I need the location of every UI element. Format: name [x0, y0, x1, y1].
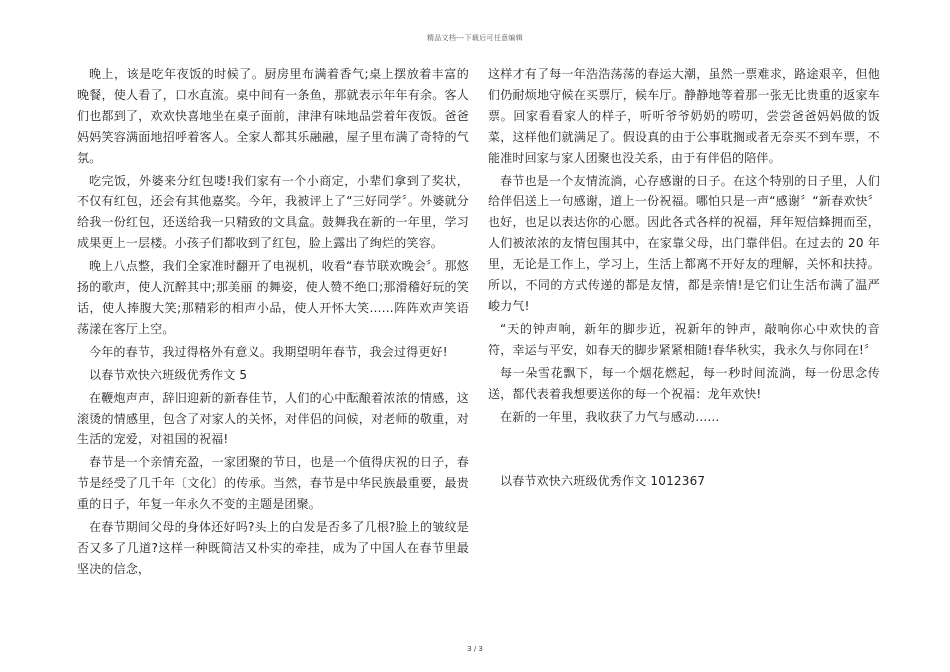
paragraph: 晚上八点整，我们全家准时翻开了电视机，收看“春节联欢晚会〞。那悠扬的歌声，使人沉醉其中;那美丽 的舞姿，使人赞不绝口;那滑稽好玩的笑话，使人捧腹大笑;那精彩的相声小品，使人开怀大笑……阵阵欢声笑语荡漾在客厅上空。: [77, 259, 469, 336]
paragraph: 春节是一个亲情充盈，一家团聚的节日，也是一个值得庆祝的日子，春节是经受了几千年〔文化〕的传承。当然，春节是中华民族最重要，最贵重的日子，年复一年永久不变的主题是团聚。: [77, 455, 469, 512]
page-number: 3 / 3: [467, 645, 483, 653]
quote-paragraph: “天的钟声响，新年的脚步近，祝新年的钟声，敲响你心中欢快的音符，幸运与平安，如春天的脚步紧紧相随!春华秋实，我永久与你同在!〞: [488, 321, 880, 357]
paragraph: 在新的一年里，我收获了力气与感动……: [500, 409, 720, 424]
paragraph: 今年的春节，我过得格外有意义。我期望明年春节，我会过得更好!: [89, 344, 448, 359]
left-column: [77, 64, 469, 580]
right-column: [488, 64, 880, 492]
paragraph: 在春节期间父母的身体还好吗?头上的白发是否多了几根?脸上的皱纹是否又多了几道?这样一种既简洁又朴实的牵挂，成为了中国人在春节里最坚决的信念，: [77, 520, 469, 576]
paragraph: 吃完饭，外婆来分红包喽!我们家有一个小商定，小辈们拿到了奖状，不仅有红包，还会有其他嘉奖。今年，我被评上了“三好同学〞。外婆就分给我一份红包，还送给我一只精致的文具盒。鼓舞我在新的一年里，学习成果更上一层楼。小孩子们都收到了红包，脸上露出了绚烂的笑容。: [77, 173, 469, 251]
essay-heading: 以春节欢快六班级优秀作文 5: [89, 367, 248, 382]
paragraph: 春节也是一个友情流淌，心存感谢的日子。在这个特别的日子里，人们给伴侣送上一句感谢，道上一份祝福。哪怕只是一声“感谢〞“新春欢快〞也好，也足以表达你的心愿。因此各式各样的祝福，拜年短信蜂拥而至，人们被浓浓的友情包围其中，在家靠父母，出门靠伴侣。在过去的 20 年里，无论是工作上，学习上，生活上都离不开好友的理解，关怀和扶持。所以，不同的方式传递的都是友情，都是亲情!是它们让生活布满了温严峻力气!: [488, 173, 880, 313]
essay-heading: 以春节欢快六班级优秀作文 1012367: [500, 474, 706, 489]
paragraph: 在鞭炮声声，辞旧迎新的新春佳节，人们的心中酝酿着浓浓的情感，这滚烫的情感里，包含了对家人的关怀，对伴侣的问候，对老师的敬重，对生活的宠爱，对祖国的祝福!: [77, 390, 469, 447]
paragraph: 晚上，该是吃年夜饭的时候了。厨房里布满着香气;桌上摆放着丰富的晚餐，使人看了，口水直流。桌中间有一条鱼，那就表示年年有余。客人们也都到了，欢欢快喜地坐在桌子面前，津津有味地品尝着年夜饭。爸爸妈妈笑容满面地招呼着客人。全家人都其乐融融，屋子里布满了奇特的气氛。: [77, 67, 469, 165]
paragraph: 每一朵雪花飘下，每一个烟花燃起，每一秒时间流淌，每一份思念传送，都代表着我想要送你的每一个祝福：龙年欢快!: [488, 365, 880, 401]
paragraph-continued: 这样才有了每一年浩浩荡荡的春运大潮，虽然一票难求，路途艰辛，但他们仍耐烦地守候在买票厅，候车厅。静静地等着那一张无比贵重的返家车票。回家看看家人的样子，听听爷爷奶奶的唠叨，尝尝爸爸妈妈做的饭菜，这样他们就满足了。假设真的由于公事耽搁或者无奈买不到车票，不能准时回家与家人团聚也没关系，由于有伴侣的陪伴。: [488, 67, 880, 165]
page-header: 精品文档---下载后可任意编辑: [426, 34, 524, 42]
